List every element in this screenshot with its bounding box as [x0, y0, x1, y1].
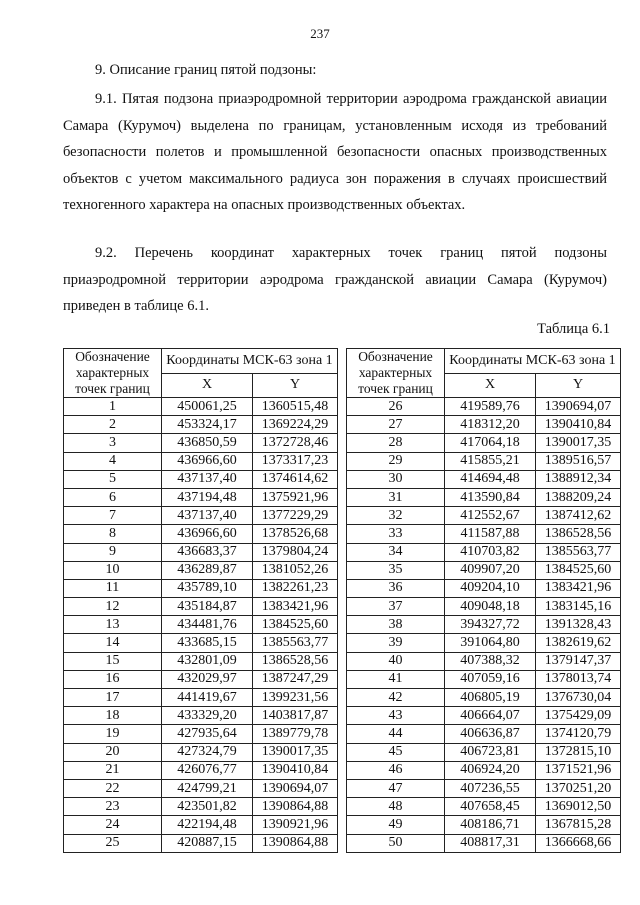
- x-coordinate-cell: 436966,60: [162, 452, 253, 470]
- point-number-cell: 14: [64, 634, 162, 652]
- x-coordinate-cell: 423501,82: [162, 798, 253, 816]
- x-coordinate-cell: 411587,88: [445, 525, 536, 543]
- y-coordinate-cell: 1360515,48: [253, 398, 338, 416]
- table-row: [347, 488, 621, 506]
- x-coordinate-cell: 409204,10: [445, 579, 536, 597]
- x-coordinate-cell: 433329,20: [162, 707, 253, 725]
- y-coordinate-cell: 1390864,88: [253, 834, 338, 852]
- page-number: 237: [310, 26, 330, 41]
- x-coordinate-cell: 415855,21: [445, 452, 536, 470]
- y-coordinate-cell: 1367815,28: [536, 816, 621, 834]
- table-row: [64, 470, 338, 488]
- x-coordinate-cell: 406664,07: [445, 707, 536, 725]
- point-number-cell: 3: [64, 434, 162, 452]
- table-caption: Таблица 6.1: [537, 321, 610, 337]
- coordinates-table-left: [63, 348, 338, 853]
- point-number-cell: 43: [347, 707, 445, 725]
- point-number-cell: 38: [347, 616, 445, 634]
- y-coordinate-cell: 1383421,96: [253, 598, 338, 616]
- point-number-cell: 29: [347, 452, 445, 470]
- y-coordinate-cell: 1386528,56: [253, 652, 338, 670]
- point-number-cell: 2: [64, 416, 162, 434]
- y-coordinate-cell: 1374120,79: [536, 725, 621, 743]
- table-row: [347, 689, 621, 707]
- table-row: [64, 525, 338, 543]
- y-coordinate-cell: 1390864,88: [253, 798, 338, 816]
- header-coords-label: Координаты МСК-63 зона 1: [162, 349, 338, 374]
- x-coordinate-cell: 407059,16: [445, 670, 536, 688]
- table-row: [64, 598, 338, 616]
- y-coordinate-cell: 1388912,34: [536, 470, 621, 488]
- y-coordinate-cell: 1382619,62: [536, 634, 621, 652]
- header-y: Y: [536, 373, 621, 398]
- y-coordinate-cell: 1388209,24: [536, 488, 621, 506]
- paragraph-9-2: [63, 240, 607, 320]
- y-coordinate-cell: 1387247,29: [253, 670, 338, 688]
- y-coordinate-cell: 1389779,78: [253, 725, 338, 743]
- point-number-cell: 10: [64, 561, 162, 579]
- table-row: [347, 470, 621, 488]
- x-coordinate-cell: 435789,10: [162, 579, 253, 597]
- point-number-cell: 6: [64, 488, 162, 506]
- x-coordinate-cell: 424799,21: [162, 779, 253, 797]
- table-row: [347, 561, 621, 579]
- y-coordinate-cell: 1390017,35: [536, 434, 621, 452]
- x-coordinate-cell: 406636,87: [445, 725, 536, 743]
- point-number-cell: 34: [347, 543, 445, 561]
- table-row: [64, 488, 338, 506]
- table-body-left: [64, 398, 338, 853]
- point-number-cell: 4: [64, 452, 162, 470]
- header-x: X: [445, 373, 536, 398]
- table-row: [347, 634, 621, 652]
- table-row: [64, 416, 338, 434]
- y-coordinate-cell: 1383145,16: [536, 598, 621, 616]
- y-coordinate-cell: 1386528,56: [536, 525, 621, 543]
- table-row: [347, 743, 621, 761]
- y-coordinate-cell: 1375921,96: [253, 488, 338, 506]
- coordinates-table-right: [346, 348, 621, 853]
- y-coordinate-cell: 1379804,24: [253, 543, 338, 561]
- y-coordinate-cell: 1374614,62: [253, 470, 338, 488]
- y-coordinate-cell: 1385563,77: [536, 543, 621, 561]
- table-row: [64, 707, 338, 725]
- point-number-cell: 19: [64, 725, 162, 743]
- table-row: [64, 725, 338, 743]
- point-number-cell: 35: [347, 561, 445, 579]
- y-coordinate-cell: 1377229,29: [253, 507, 338, 525]
- x-coordinate-cell: 450061,25: [162, 398, 253, 416]
- y-coordinate-cell: 1373317,23: [253, 452, 338, 470]
- point-number-cell: 47: [347, 779, 445, 797]
- y-coordinate-cell: 1389516,57: [536, 452, 621, 470]
- x-coordinate-cell: 406924,20: [445, 761, 536, 779]
- point-number-cell: 26: [347, 398, 445, 416]
- y-coordinate-cell: 1387412,62: [536, 507, 621, 525]
- point-number-cell: 9: [64, 543, 162, 561]
- x-coordinate-cell: 407236,55: [445, 779, 536, 797]
- y-coordinate-cell: 1376730,04: [536, 689, 621, 707]
- point-number-cell: 50: [347, 834, 445, 852]
- x-coordinate-cell: 422194,48: [162, 816, 253, 834]
- paragraph-9-2-text: 9.2. Перечень координат характерных точек границ пятой подзоны приаэродромной территории аэродрома гражданской авиации Самара (Курумоч) приведен в таблице 6.1.: [63, 245, 607, 314]
- point-number-cell: 27: [347, 416, 445, 434]
- section-heading: 9. Описание границ пятой подзоны:: [95, 62, 317, 78]
- table-row: [64, 507, 338, 525]
- y-coordinate-cell: 1390410,84: [253, 761, 338, 779]
- point-number-cell: 39: [347, 634, 445, 652]
- point-number-cell: 21: [64, 761, 162, 779]
- point-number-cell: 33: [347, 525, 445, 543]
- point-number-cell: 45: [347, 743, 445, 761]
- x-coordinate-cell: 426076,77: [162, 761, 253, 779]
- x-coordinate-cell: 436966,60: [162, 525, 253, 543]
- x-coordinate-cell: 414694,48: [445, 470, 536, 488]
- point-number-cell: 18: [64, 707, 162, 725]
- table-row: [64, 579, 338, 597]
- y-coordinate-cell: 1379147,37: [536, 652, 621, 670]
- point-number-cell: 40: [347, 652, 445, 670]
- x-coordinate-cell: 409048,18: [445, 598, 536, 616]
- x-coordinate-cell: 453324,17: [162, 416, 253, 434]
- y-coordinate-cell: 1390017,35: [253, 743, 338, 761]
- x-coordinate-cell: 406805,19: [445, 689, 536, 707]
- x-coordinate-cell: 417064,18: [445, 434, 536, 452]
- table-row: [347, 652, 621, 670]
- x-coordinate-cell: 437137,40: [162, 470, 253, 488]
- header-point-label: Обозначение характерных точек границ: [64, 349, 162, 398]
- point-number-cell: 46: [347, 761, 445, 779]
- point-number-cell: 49: [347, 816, 445, 834]
- x-coordinate-cell: 412552,67: [445, 507, 536, 525]
- point-number-cell: 20: [64, 743, 162, 761]
- point-number-cell: 15: [64, 652, 162, 670]
- x-coordinate-cell: 413590,84: [445, 488, 536, 506]
- y-coordinate-cell: 1378013,74: [536, 670, 621, 688]
- table-row: [64, 761, 338, 779]
- table-row: [347, 452, 621, 470]
- y-coordinate-cell: 1403817,87: [253, 707, 338, 725]
- table-row: [64, 561, 338, 579]
- x-coordinate-cell: 420887,15: [162, 834, 253, 852]
- point-number-cell: 28: [347, 434, 445, 452]
- table-row: [347, 525, 621, 543]
- table-row: [347, 507, 621, 525]
- x-coordinate-cell: 427935,64: [162, 725, 253, 743]
- table-row: [64, 434, 338, 452]
- header-x: X: [162, 373, 253, 398]
- point-number-cell: 30: [347, 470, 445, 488]
- table-row: [347, 670, 621, 688]
- x-coordinate-cell: 437194,48: [162, 488, 253, 506]
- header-point-label: Обозначение характерных точек границ: [347, 349, 445, 398]
- y-coordinate-cell: 1391328,43: [536, 616, 621, 634]
- table-row: [347, 434, 621, 452]
- y-coordinate-cell: 1369224,29: [253, 416, 338, 434]
- table-row: [64, 689, 338, 707]
- table-row: [347, 816, 621, 834]
- table-row: [64, 670, 338, 688]
- x-coordinate-cell: 418312,20: [445, 416, 536, 434]
- y-coordinate-cell: 1375429,09: [536, 707, 621, 725]
- x-coordinate-cell: 391064,80: [445, 634, 536, 652]
- y-coordinate-cell: 1369012,50: [536, 798, 621, 816]
- table-row: [64, 543, 338, 561]
- point-number-cell: 11: [64, 579, 162, 597]
- y-coordinate-cell: 1390410,84: [536, 416, 621, 434]
- point-number-cell: 22: [64, 779, 162, 797]
- y-coordinate-cell: 1370251,20: [536, 779, 621, 797]
- point-number-cell: 41: [347, 670, 445, 688]
- table-row: [347, 725, 621, 743]
- y-coordinate-cell: 1390921,96: [253, 816, 338, 834]
- y-coordinate-cell: 1384525,60: [536, 561, 621, 579]
- y-coordinate-cell: 1382261,23: [253, 579, 338, 597]
- table-row: [64, 452, 338, 470]
- table-row: [64, 779, 338, 797]
- table-row: [64, 743, 338, 761]
- y-coordinate-cell: 1390694,07: [253, 779, 338, 797]
- x-coordinate-cell: 441419,67: [162, 689, 253, 707]
- table-body-right: [347, 398, 621, 853]
- table-row: [347, 798, 621, 816]
- x-coordinate-cell: 408817,31: [445, 834, 536, 852]
- table-row: [64, 798, 338, 816]
- point-number-cell: 36: [347, 579, 445, 597]
- point-number-cell: 12: [64, 598, 162, 616]
- table-row: [347, 707, 621, 725]
- x-coordinate-cell: 427324,79: [162, 743, 253, 761]
- x-coordinate-cell: 409907,20: [445, 561, 536, 579]
- x-coordinate-cell: 407388,32: [445, 652, 536, 670]
- table-row: [64, 834, 338, 852]
- x-coordinate-cell: 435184,87: [162, 598, 253, 616]
- point-number-cell: 23: [64, 798, 162, 816]
- table-row: [64, 652, 338, 670]
- y-coordinate-cell: 1390694,07: [536, 398, 621, 416]
- table-row: [347, 579, 621, 597]
- table-row: [347, 543, 621, 561]
- paragraph-9-1: [63, 86, 607, 219]
- x-coordinate-cell: 434481,76: [162, 616, 253, 634]
- point-number-cell: 44: [347, 725, 445, 743]
- table-row: [64, 816, 338, 834]
- point-number-cell: 8: [64, 525, 162, 543]
- point-number-cell: 31: [347, 488, 445, 506]
- point-number-cell: 32: [347, 507, 445, 525]
- x-coordinate-cell: 410703,82: [445, 543, 536, 561]
- y-coordinate-cell: 1385563,77: [253, 634, 338, 652]
- point-number-cell: 24: [64, 816, 162, 834]
- x-coordinate-cell: 436289,87: [162, 561, 253, 579]
- table-row: [347, 398, 621, 416]
- point-number-cell: 37: [347, 598, 445, 616]
- table-row: [347, 761, 621, 779]
- x-coordinate-cell: 408186,71: [445, 816, 536, 834]
- x-coordinate-cell: 406723,81: [445, 743, 536, 761]
- y-coordinate-cell: 1366668,66: [536, 834, 621, 852]
- x-coordinate-cell: 436850,59: [162, 434, 253, 452]
- point-number-cell: 48: [347, 798, 445, 816]
- point-number-cell: 17: [64, 689, 162, 707]
- x-coordinate-cell: 433685,15: [162, 634, 253, 652]
- point-number-cell: 7: [64, 507, 162, 525]
- table-row: [347, 834, 621, 852]
- table-row: [347, 779, 621, 797]
- header-coords-label: Координаты МСК-63 зона 1: [445, 349, 621, 374]
- x-coordinate-cell: 432801,09: [162, 652, 253, 670]
- table-row: [347, 616, 621, 634]
- point-number-cell: 5: [64, 470, 162, 488]
- paragraph-9-1-text: 9.1. Пятая подзона приаэродромной территории аэродрома гражданской авиации Самара (Курумоч) выделена по границам, установленным исходя из требований безопасности полетов и промышленной безопасности опасных производственных объектов с учетом максимального радиуса зон поражения в случаях происшествий техногенного характера на опасных производственных объектах.: [63, 91, 607, 213]
- table-row: [64, 634, 338, 652]
- y-coordinate-cell: 1371521,96: [536, 761, 621, 779]
- point-number-cell: 1: [64, 398, 162, 416]
- x-coordinate-cell: 419589,76: [445, 398, 536, 416]
- x-coordinate-cell: 432029,97: [162, 670, 253, 688]
- y-coordinate-cell: 1383421,96: [536, 579, 621, 597]
- y-coordinate-cell: 1378526,68: [253, 525, 338, 543]
- x-coordinate-cell: 394327,72: [445, 616, 536, 634]
- table-row: [64, 616, 338, 634]
- y-coordinate-cell: 1372815,10: [536, 743, 621, 761]
- point-number-cell: 42: [347, 689, 445, 707]
- x-coordinate-cell: 437137,40: [162, 507, 253, 525]
- y-coordinate-cell: 1372728,46: [253, 434, 338, 452]
- y-coordinate-cell: 1384525,60: [253, 616, 338, 634]
- table-row: [64, 398, 338, 416]
- x-coordinate-cell: 436683,37: [162, 543, 253, 561]
- y-coordinate-cell: 1399231,56: [253, 689, 338, 707]
- y-coordinate-cell: 1381052,26: [253, 561, 338, 579]
- point-number-cell: 16: [64, 670, 162, 688]
- point-number-cell: 25: [64, 834, 162, 852]
- x-coordinate-cell: 407658,45: [445, 798, 536, 816]
- table-row: [347, 598, 621, 616]
- table-row: [347, 416, 621, 434]
- header-y: Y: [253, 373, 338, 398]
- point-number-cell: 13: [64, 616, 162, 634]
